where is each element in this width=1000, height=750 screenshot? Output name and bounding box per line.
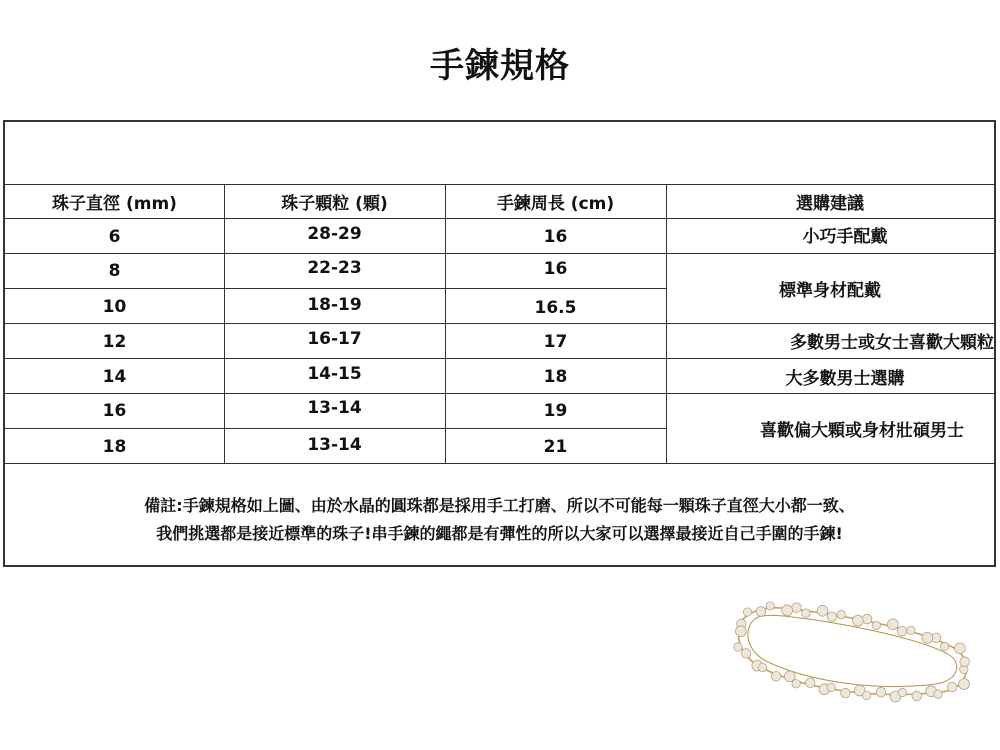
cell-length: 16 (543, 259, 568, 279)
pearl-bead (817, 605, 828, 616)
cell-length: 16.5 (534, 298, 577, 318)
note-line: 我們挑選都是接近標準的珠子!串手鍊的繩都是有彈性的所以大家可以選擇最接近自己手圍的手鍊! (156, 524, 843, 543)
pearl-bead (934, 690, 942, 698)
pearl-bead (887, 619, 898, 630)
header-length: 手鍊周長 (cm) (496, 193, 615, 214)
pearl-bead (827, 683, 835, 691)
pearl-bead (959, 679, 970, 690)
header-suggestion: 選購建議 (796, 193, 864, 214)
page-title: 手鍊規格 (430, 46, 570, 86)
pearl-bead (771, 671, 781, 681)
cell-count: 16-17 (307, 329, 362, 349)
cell-suggestion (666, 393, 994, 463)
pearl-bead (792, 603, 802, 613)
suggestion-text: 多數男士或女士喜歡大顆粒 (790, 333, 994, 353)
cell-count: 22-23 (307, 258, 362, 278)
cell-length: 21 (543, 437, 568, 457)
pearl-bead (743, 608, 751, 616)
pearl-bead (960, 657, 970, 667)
cell-length: 19 (543, 400, 568, 421)
pearl-bead (756, 607, 766, 617)
cell-diameter: 18 (102, 437, 127, 457)
pearl-bead (837, 610, 845, 618)
cell-suggestion: 標準身材配戴 (779, 280, 881, 301)
pearl-bead (792, 680, 800, 688)
pearl-bead (766, 602, 774, 610)
pearl-bead (758, 663, 766, 671)
pearl-bead (954, 643, 965, 654)
note-line: 備註:手鍊規格如上圖、由於水晶的圓珠都是採用手工打磨、所以不可能每一顆珠子直徑大小都一致、 (144, 496, 855, 515)
cell-suggestion: 小巧手配戴 (802, 227, 888, 247)
cell-diameter: 10 (102, 297, 127, 317)
spec-table (3, 120, 996, 567)
pearl-beads (734, 602, 970, 702)
suggestion-text: 喜歡偏大顆或身材壯碩男士 (760, 420, 964, 441)
cell-count: 14-15 (307, 364, 362, 384)
header-count: 珠子顆粒 (顆) (281, 193, 388, 214)
pearl-bead (862, 691, 870, 699)
header-diameter: 珠子直徑 (mm) (52, 193, 177, 214)
pearl-bead (872, 621, 880, 629)
cell-count: 28-29 (307, 224, 362, 244)
cell-diameter: 14 (102, 366, 127, 387)
pearl-bead (805, 678, 815, 688)
pearl-bead (898, 688, 906, 696)
cell-diameter: 12 (102, 331, 127, 352)
cell-suggestion: 大多數男士選購 (785, 369, 905, 389)
cell-suggestion (666, 323, 994, 358)
pearl-bead (782, 605, 793, 616)
pearl-bead (734, 643, 742, 651)
cell-length: 18 (543, 366, 568, 387)
cell-length: 17 (543, 331, 568, 352)
pearl-bead (827, 612, 837, 622)
cell-length: 16 (543, 226, 568, 247)
cell-count: 13-14 (307, 398, 362, 418)
pearl-bead (862, 614, 872, 624)
pearl-bead (802, 609, 810, 617)
cell-diameter: 8 (108, 260, 121, 281)
cell-diameter: 6 (108, 226, 121, 247)
pearl-bead (741, 649, 751, 659)
pearl-bead (940, 642, 948, 650)
pearl-bead (922, 632, 933, 643)
pearl-bead (907, 626, 915, 634)
cell-count: 18-19 (307, 294, 362, 315)
pearl-bead (912, 691, 922, 701)
cell-count: 13-14 (307, 434, 362, 455)
pearl-bead (947, 682, 957, 692)
pearl-bead (735, 626, 746, 637)
pearl-bead (876, 687, 886, 697)
pearl-bead (897, 626, 907, 636)
cell-diameter: 16 (102, 400, 127, 421)
pearl-bead (841, 688, 851, 698)
pearl-bracelet-image (722, 596, 972, 716)
pearl-bead (853, 615, 864, 626)
